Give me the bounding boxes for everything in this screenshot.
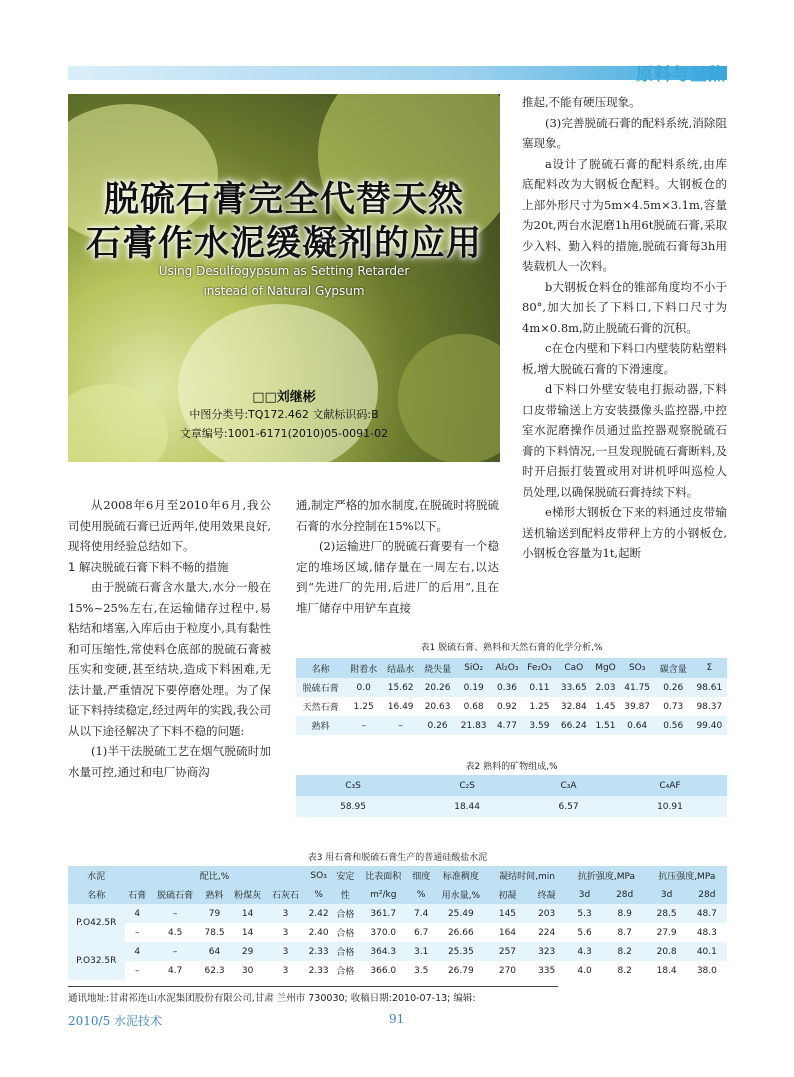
table-cell: 14	[229, 904, 267, 923]
table-cell: 6.7	[414, 927, 429, 938]
body-column-3	[522, 92, 727, 564]
table-cell: 天然石膏	[302, 703, 339, 713]
table-cell: 10.91	[613, 796, 727, 817]
table1-caption: 表1 脱硫石膏、熟料和天然石膏的化学分析,%	[420, 643, 603, 653]
table-cell: 4.3	[566, 942, 603, 961]
table-cell: 4.77	[491, 716, 522, 735]
table-cell: 合格	[336, 929, 355, 939]
column-header: 名称	[68, 885, 125, 904]
table-cell: 1.51	[591, 716, 619, 735]
table-cell: 1.25	[529, 701, 550, 712]
column-header: m²/kg	[358, 885, 409, 904]
table-cell: 164	[498, 927, 517, 938]
column-header: 终凝	[527, 885, 566, 904]
table-cell: 270	[498, 965, 517, 976]
table3-caption: 表3 用石膏和脱硫石膏生产的普通硅酸盐水泥	[307, 853, 488, 863]
table-cell: 203	[527, 904, 566, 923]
column-header: 凝结时间,min	[488, 866, 566, 885]
table-cell: 熟料	[296, 716, 345, 735]
table-cell: 0.19	[456, 678, 491, 697]
table-cell: –	[150, 942, 201, 961]
column-header: %	[409, 885, 434, 904]
table-cell: 3	[282, 927, 289, 938]
table-cell: 48.3	[696, 927, 717, 938]
table-cell: 26.66	[447, 927, 474, 938]
table-cell: 0.64	[620, 716, 655, 735]
table-cell: 145	[488, 904, 527, 923]
article-title-line2: 石膏作水泥缓凝剂的应用	[85, 224, 482, 264]
paragraph: b大钢板仓料仓的锥部角度均不小于80°,加大加长了下料口,下料口尺寸为4m×0.8m,防止脱硫石膏的沉积。	[522, 279, 727, 335]
table-cell: 98.37	[696, 701, 723, 712]
table-cell: 合格	[333, 942, 358, 961]
column-header: 用水量,%	[434, 885, 488, 904]
column-header: MgO	[591, 658, 619, 678]
paragraph: 从2008年6月至2010年6月,我公司使用脱硫石膏已近两年,使用效果良好,现将使用经验总结如下。	[68, 498, 271, 553]
table-cell: 20.8	[647, 942, 687, 961]
paragraph: a设计了脱硫石膏的配料系统,由库底配料改为大钢板仓配料。大钢板仓的上部外形尺寸为5m×4.5m×3.1m,容量为20t,两台水泥磨1h用6t脱硫石膏,采取少入料、勤入料的措施,脱硫石膏每3h用装载机人一次料。	[522, 156, 727, 273]
section-heading: 1 解决脱硫石膏下料不畅的措施	[68, 559, 229, 574]
table-cell: 2.33	[305, 942, 333, 961]
table-cell: 合格	[336, 967, 355, 977]
table-row	[296, 678, 727, 697]
table-cell: 3.1	[409, 942, 434, 961]
table-cell: 25.35	[434, 942, 488, 961]
column-header: 细度	[409, 866, 434, 885]
table-header-row	[68, 866, 727, 885]
table-cell: 5.3	[566, 904, 603, 923]
table-cell: 40.1	[687, 942, 727, 961]
table-cell: 4.7	[167, 965, 183, 976]
column-header: Σ	[692, 658, 727, 678]
table-cell: 58.95	[296, 796, 410, 817]
article-number: 文章编号:1001-6171(2010)05-0091-02	[179, 427, 389, 440]
table-cell: –	[134, 965, 140, 976]
table-cell: –	[382, 716, 419, 735]
column-header: Al₂O₃	[491, 658, 522, 678]
table-row	[68, 961, 727, 980]
table-cell: 0.11	[523, 678, 557, 697]
table-cell: 0.56	[655, 716, 692, 735]
table-cell: 257	[488, 942, 527, 961]
column-header: 标准稠度	[434, 866, 488, 885]
column-header: 名称	[296, 658, 345, 678]
column-header: 附着水	[345, 658, 382, 678]
paragraph: (3)完善脱硫石膏的配料系统,消除阻塞现象。	[522, 115, 727, 150]
table-cell: –	[150, 904, 201, 923]
table-cell: 21.83	[456, 716, 491, 735]
table-cell: 脱硫石膏	[296, 678, 345, 697]
page-number: 91	[389, 1012, 405, 1026]
column-header: 熟料	[200, 885, 228, 904]
table-cell: 0.36	[491, 678, 522, 697]
column-header: 安定	[333, 866, 358, 885]
table-cell: 0.92	[496, 701, 517, 712]
correspondence-address: 通讯地址:甘肃祁连山水泥集团股份有限公司,甘肃 兰州市 730030; 收稿日期:2010-07-13; 编辑:	[68, 993, 476, 1004]
table-cell: 7.4	[409, 904, 434, 923]
column-header: 结晶水	[382, 658, 419, 678]
paragraph: 通,制定严格的加水制度,在脱硫时将脱硫石膏的水分控制在15%以下。	[296, 498, 499, 533]
table-row	[68, 904, 727, 923]
body-column-1	[68, 495, 271, 782]
table-cell: 0.26	[419, 716, 456, 735]
title-banner	[68, 94, 500, 462]
table-cell: –	[345, 716, 382, 735]
table-cell: 0.0	[345, 678, 382, 697]
table-cell: 4.5	[167, 927, 183, 938]
table-cell: 364.3	[358, 942, 409, 961]
table-cell: 2.33	[308, 965, 329, 976]
english-title-line2: instead of Natural Gypsum	[203, 284, 365, 298]
article-title-line1: 脱硫石膏完全代替天然	[103, 180, 464, 220]
table-cell: 62.3	[204, 965, 225, 976]
table-cell: 0.26	[655, 678, 692, 697]
paragraph: (1)半干法脱硫工艺在烟气脱硫时加水量可控,通过和电厂协商沟	[68, 744, 271, 779]
column-header: 粉煤灰	[229, 885, 267, 904]
column-header: %	[305, 885, 333, 904]
column-header: 水泥	[68, 866, 125, 885]
table-cell: 79	[200, 904, 228, 923]
table-cell: 78.5	[204, 927, 225, 938]
column-header: Fe₂O₃	[523, 658, 557, 678]
table-cell: 20.63	[424, 701, 451, 712]
table-cell: 18.4	[656, 965, 677, 976]
table2-caption: 表2 熟料的矿物组成,%	[465, 762, 558, 772]
column-header: 碳含量	[655, 658, 692, 678]
paragraph: 由于脱硫石膏含水量大,水分一般在15%~25%左右,在运输储存过程中,易粘结和堵塞,入库后由于粒度小,具有黏性和可压缩性,常使料仓底部的脱硫石膏被压实和变硬,甚至结块,造成下料困难,无法计量,严重情况下要停磨处理。为了保证下料持续稳定,经过两年的实践,我公司从以下途径解决了下料不稳的问题:	[68, 580, 271, 738]
table-cell: 18.44	[410, 796, 524, 817]
column-header: 初凝	[488, 885, 527, 904]
column-header: 抗压强度,MPa	[647, 866, 727, 885]
paragraph: e梯形大钢板仓下来的料通过皮带输送机输送到配料皮带秤上方的小钢板仓,小钢板仓容量为1t,起断	[522, 505, 727, 560]
column-header: C₃S	[296, 775, 410, 796]
column-header: C₂S	[410, 775, 524, 796]
table-cell: 8.2	[603, 942, 647, 961]
cement-grade-cell: P.O32.5R	[68, 942, 125, 980]
table-row	[296, 716, 727, 735]
header-band	[68, 66, 727, 80]
column-header: 配比,%	[125, 866, 305, 885]
table-cell: 合格	[333, 904, 358, 923]
table-cell: 3	[267, 942, 305, 961]
table-cell: 335	[538, 965, 556, 976]
column-header: 性	[333, 885, 358, 904]
table-cell: 8.9	[603, 904, 647, 923]
column-header: 抗折强度,MPa	[566, 866, 646, 885]
table-cell: 3.59	[523, 716, 557, 735]
table-cell: 0.73	[663, 701, 684, 712]
table-cell: 366.0	[370, 965, 397, 976]
column-header: 烧失量	[419, 658, 456, 678]
table-cell: 16.49	[387, 701, 414, 712]
table-cell: 3.5	[414, 965, 429, 976]
table3-cement-properties	[68, 866, 727, 980]
table-row	[68, 942, 727, 961]
table-cell: 14	[241, 927, 254, 938]
table-cell: 5.6	[577, 927, 592, 938]
table-cell: 370.0	[370, 927, 397, 938]
column-header: 28d	[603, 885, 647, 904]
table-cell: 26.79	[447, 965, 474, 976]
column-header: C₄AF	[613, 775, 727, 796]
table-header-row	[296, 658, 727, 678]
paragraph: d下料口外壁安装电打振动器,下料口皮带输送上方安装摄像头监控器,中控室水泥磨操作员通过监控器观察脱硫石膏的下料情况,一旦发现脱硫石膏断料,及时开启振打装置或用对讲机呼叫巡检人员处理,以确保脱硫石膏持续下料。	[522, 382, 727, 499]
table-cell: 27.9	[656, 927, 677, 938]
paragraph: (2)运输进厂的脱硫石膏要有一个稳定的堆场区域,储存量在一周左右,以达到“先进厂的先用,后进厂的后用”,且在堆厂储存中用铲车直接	[296, 539, 499, 615]
column-header: SO₃	[620, 658, 655, 678]
table-cell: 8.7	[617, 927, 632, 938]
table-cell: 1.25	[353, 701, 374, 712]
section-title: 原料与呈热	[636, 65, 726, 85]
table-row	[296, 796, 727, 817]
table-cell: –	[134, 927, 140, 938]
body-column-2	[296, 495, 499, 618]
table-cell: 39.87	[624, 701, 651, 712]
column-header: 28d	[687, 885, 727, 904]
table-cell: 4	[125, 942, 150, 961]
table-cell: 29	[229, 942, 267, 961]
table-cell: 4.0	[577, 965, 592, 976]
table-cell: 6.57	[524, 796, 613, 817]
table-cell: 38.0	[696, 965, 717, 976]
table-cell: 28.5	[647, 904, 687, 923]
classification: 中图分类号:TQ172.462 文献标识码:B	[189, 408, 379, 421]
author: □□刘继彬	[252, 390, 316, 405]
table-cell: 32.84	[560, 701, 587, 712]
table2-mineral-composition	[296, 775, 727, 817]
table-cell: 224	[538, 927, 556, 938]
table-cell: 323	[527, 942, 566, 961]
footer-divider	[68, 986, 558, 987]
table-cell: 41.75	[620, 678, 655, 697]
table-cell: 1.45	[595, 701, 616, 712]
table-cell: 66.24	[556, 716, 591, 735]
english-title-line1: Using Desulfogypsum as Setting Retarder	[158, 264, 410, 278]
column-header: 石灰石	[267, 885, 305, 904]
table-row	[296, 697, 727, 716]
column-header: 脱硫石膏	[150, 885, 201, 904]
table-cell: 2.03	[591, 678, 619, 697]
table-header-row	[68, 885, 727, 904]
cement-grade-cell: P.O42.5R	[68, 904, 125, 942]
table-cell: 30	[241, 965, 254, 976]
table-cell: 0.68	[463, 701, 484, 712]
column-header: C₃A	[524, 775, 613, 796]
paragraph: 推起,不能有硬压现象。	[522, 95, 641, 109]
table1-chemical-analysis	[296, 658, 727, 735]
table-cell: 3	[267, 904, 305, 923]
table-cell: 2.40	[308, 927, 329, 938]
column-header: 比表面积	[358, 866, 409, 885]
table-header-row	[296, 775, 727, 796]
table-cell: 33.65	[556, 678, 591, 697]
column-header: CaO	[556, 658, 591, 678]
table-cell: 48.7	[687, 904, 727, 923]
column-header: 3d	[566, 885, 603, 904]
table-cell: 2.42	[305, 904, 333, 923]
journal-name: 2010/5 水泥技术	[68, 1014, 163, 1028]
table-cell: 4	[125, 904, 150, 923]
column-header: 3d	[647, 885, 687, 904]
table-cell: 20.26	[419, 678, 456, 697]
column-header: 石膏	[125, 885, 150, 904]
table-cell: 15.62	[382, 678, 419, 697]
table-cell: 25.49	[434, 904, 488, 923]
table-cell: 98.61	[692, 678, 727, 697]
table-row	[68, 923, 727, 942]
paragraph: c在仓内壁和下料口内壁装防粘塑料板,增大脱硫石膏的下滑速度。	[522, 341, 727, 376]
table-cell: 3	[282, 965, 289, 976]
column-header: SO₃	[305, 866, 333, 885]
table-cell: 99.40	[692, 716, 727, 735]
table-cell: 361.7	[358, 904, 409, 923]
table-cell: 8.2	[617, 965, 632, 976]
table-cell: 64	[200, 942, 228, 961]
column-header: SiO₂	[456, 658, 491, 678]
